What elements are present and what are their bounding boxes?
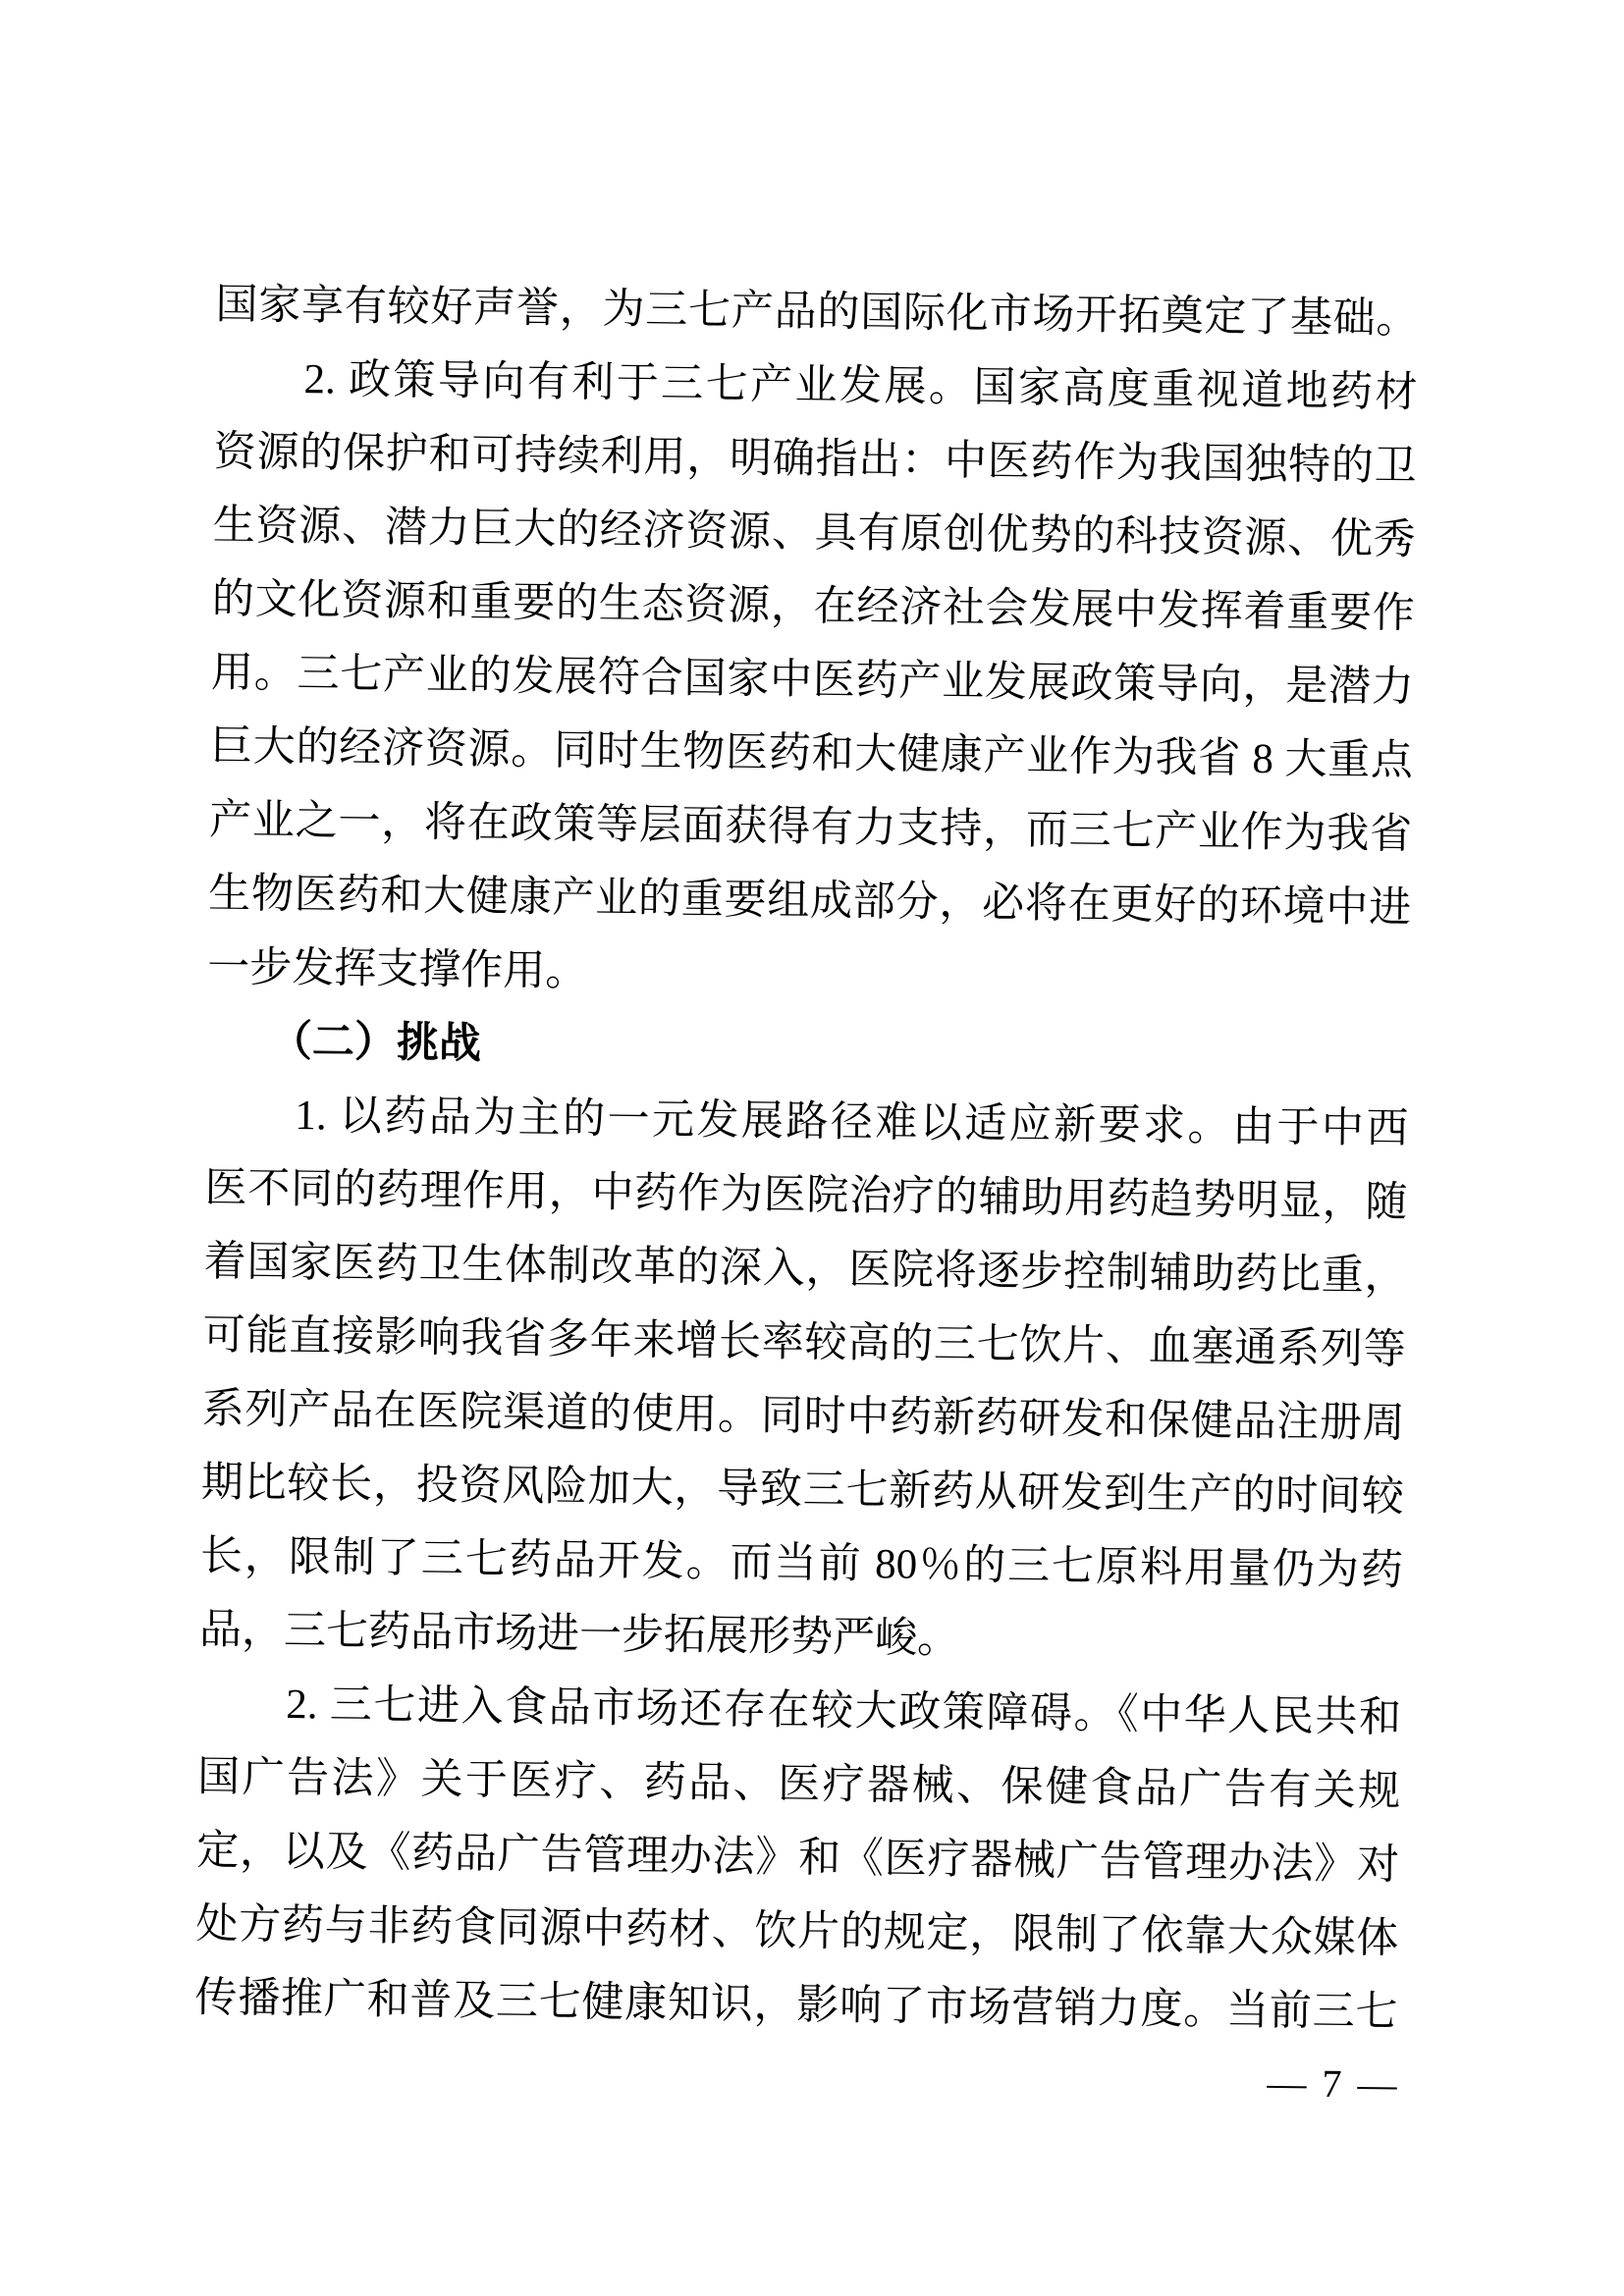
text-line: 2. 政策导向有利于三七产业发展。国家高度重视道地药材 [214, 354, 1418, 416]
text-line: 国家享有较好声誉，为三七产品的国际化市场开拓奠定了基础。 [215, 281, 1419, 343]
text-line: 定，以及《药品广告管理办法》和《医疗器械广告管理办法》对 [196, 1827, 1400, 1889]
page-content [193, 268, 1419, 2112]
page-number: 7 [1322, 2060, 1342, 2107]
text-line: 一步发挥支撑作用。 [207, 943, 588, 995]
text-line: 2. 三七进入食品市场还存在较大政策障碍。《中华人民共和 [197, 1680, 1402, 1741]
document-body [194, 268, 1419, 2050]
text-line: 着国家医药卫生体制改革的深入，医院将逐步控制辅助药比重， [203, 1238, 1407, 1300]
text-line: 处方药与非药食同源中药材、饮片的规定，限制了依靠大众媒体 [195, 1900, 1399, 1962]
text-line: 医不同的药理作用，中药作为医院治疗的辅助用药趋势明显，随 [204, 1164, 1408, 1226]
text-line: 期比较长，投资风险加大，导致三七新药从研发到生产的时间较 [200, 1459, 1405, 1521]
text-line: 的文化资源和重要的生态资源，在经济社会发展中发挥着重要作 [211, 575, 1416, 637]
text-line: 资源的保护和可持续利用，明确指出：中医药作为我国独特的卫 [213, 428, 1417, 490]
text-line: 传播推广和普及三七健康知识，影响了市场营销力度。当前三七 [194, 1974, 1398, 2036]
text-line: 产业之一，将在政策等层面获得有力支持，而三七产业作为我省 [208, 796, 1413, 858]
text-line: 国广告法》关于医疗、药品、医疗器械、保健食品广告有关规 [196, 1753, 1401, 1815]
text-line: 可能直接影响我省多年来增长率较高的三七饮片、血塞通系列等 [202, 1311, 1406, 1373]
text-line: 生物医药和大健康产业的重要组成部分，必将在更好的环境中进 [207, 870, 1412, 932]
text-line: 生资源、潜力巨大的经济资源、具有原创优势的科技资源、优秀 [212, 502, 1416, 563]
footer-dash-right: — [1357, 2061, 1397, 2107]
text-line: 用。三七产业的发展符合国家中医药产业发展政策导向，是潜力 [210, 649, 1415, 711]
text-line: 品，三七药品市场进一步拓展形势严峻。 [198, 1606, 960, 1663]
page-footer [193, 2043, 1397, 2112]
text-line: 系列产品在医院渠道的使用。同时中药新药研发和保健品注册周 [201, 1385, 1405, 1447]
text-line: 长，限制了三七药品开发。而当前 80％的三七原料用量仍为药 [199, 1532, 1404, 1594]
section-heading: （二）挑战 [206, 1017, 482, 1068]
text-line: 巨大的经济资源。同时生物医药和大健康产业作为我省 8 大重点 [209, 722, 1414, 784]
footer-dash-left: — [1267, 2060, 1307, 2106]
text-line: 1. 以药品为主的一元发展路径难以适应新要求。由于中西 [205, 1091, 1409, 1152]
